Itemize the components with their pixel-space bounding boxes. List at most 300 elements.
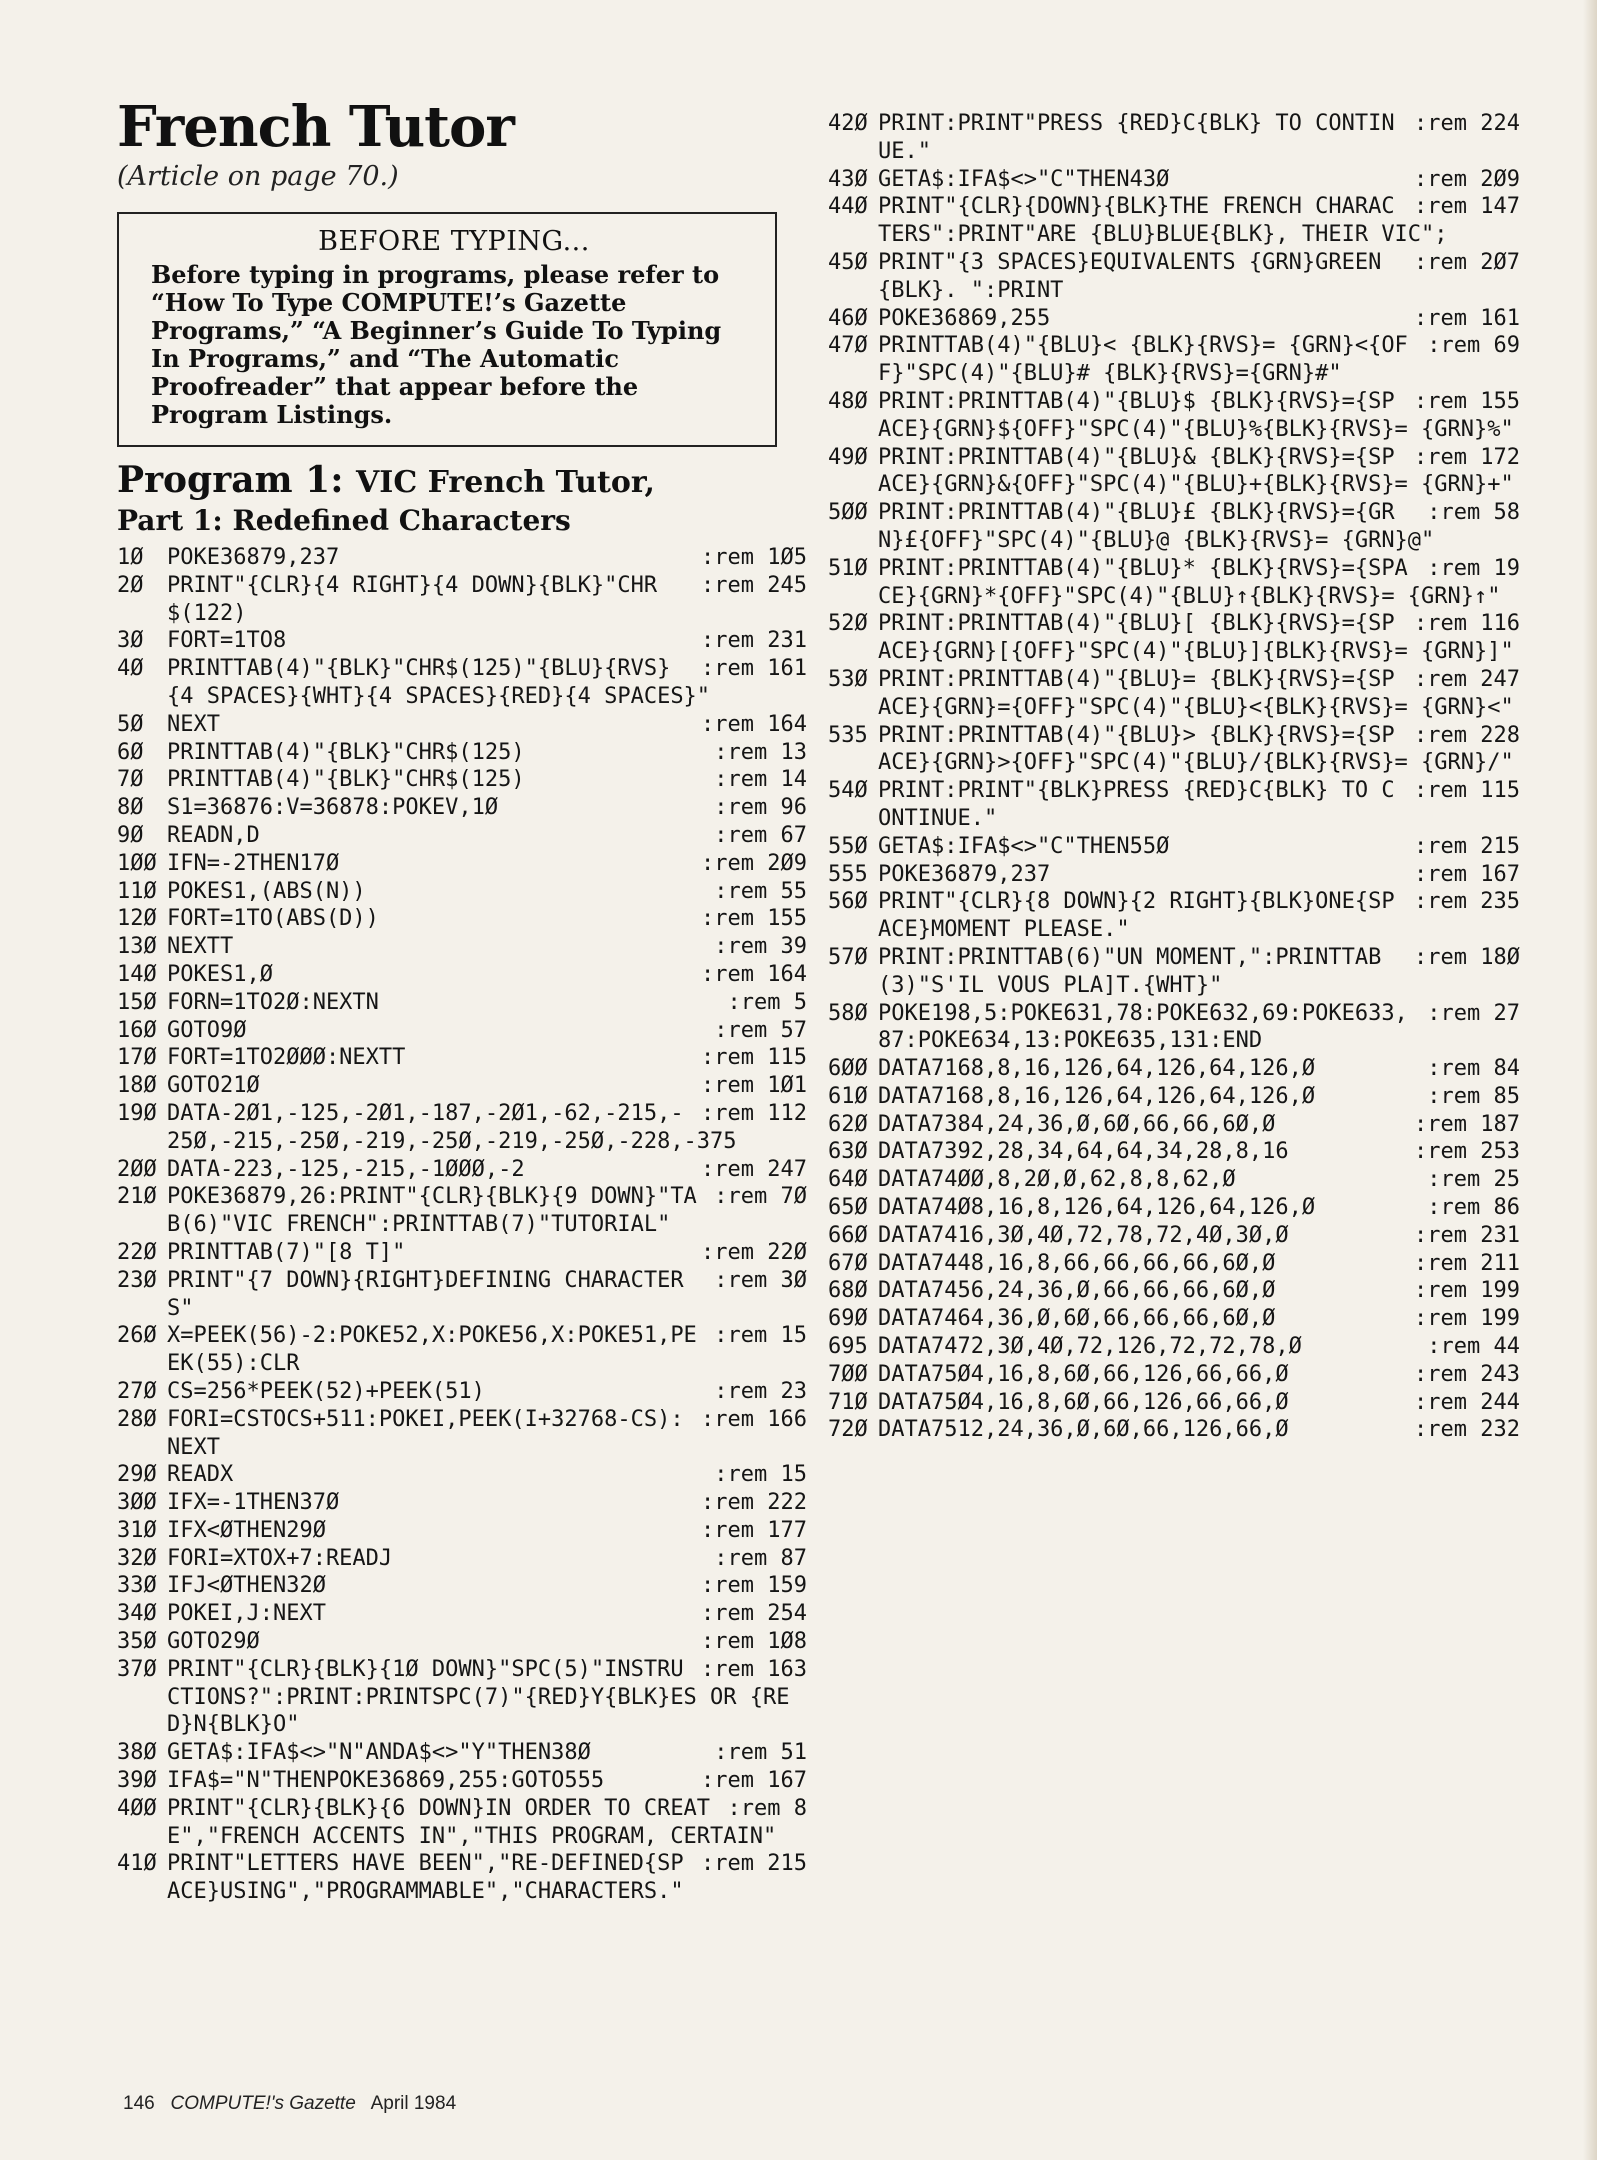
line-number: 4Ø — [117, 656, 144, 682]
line-number: 6Ø — [117, 739, 144, 765]
code-line — [828, 1111, 1520, 1139]
line-checksum: :rem 96 — [714, 795, 807, 821]
line-checksum: :rem 243 — [1414, 1361, 1520, 1387]
line-code — [167, 766, 807, 794]
line-code — [167, 1656, 807, 1739]
line-number: 51Ø — [828, 555, 868, 581]
line-checksum: :rem 167 — [1414, 861, 1520, 887]
line-code — [878, 1250, 1520, 1278]
code-line — [828, 388, 1520, 444]
line-code — [878, 610, 1520, 666]
article-title: French Tutor — [117, 94, 514, 160]
line-code — [167, 1545, 807, 1573]
line-number: 16Ø — [117, 1017, 157, 1043]
line-number: 44Ø — [828, 194, 868, 220]
line-number: 42Ø — [828, 111, 868, 136]
line-number: 23Ø — [117, 1267, 157, 1293]
line-text: POKE36879,237 — [878, 861, 1051, 887]
line-text: IFX<ØTHEN29Ø — [167, 1517, 326, 1543]
code-line — [117, 1572, 807, 1600]
before-typing-box — [117, 212, 777, 447]
line-code — [167, 905, 807, 933]
line-code — [167, 1017, 807, 1045]
line-text: PRINT:PRINTTAB(4)"{BLU}> {BLK}{RVS}={SPACE}{GRN}>{OFF}"SPC(4)"{BLU}/{BLK}{RVS}= {GRN}/" — [878, 722, 1514, 776]
line-text: DATA7464,36,Ø,6Ø,66,66,66,6Ø,Ø — [878, 1306, 1276, 1332]
line-text: GOTO21Ø — [167, 1073, 260, 1099]
line-number: 47Ø — [828, 333, 868, 359]
line-code — [167, 572, 807, 628]
line-text: DATA74ØØ,8,2Ø,Ø,62,8,8,62,Ø — [878, 1167, 1236, 1193]
code-line — [117, 822, 807, 850]
line-text: DATA7416,3Ø,4Ø,72,78,72,4Ø,3Ø,Ø — [878, 1222, 1289, 1248]
line-number: 66Ø — [828, 1222, 868, 1248]
line-code — [878, 888, 1520, 944]
code-line — [828, 1000, 1520, 1056]
line-text: IFJ<ØTHEN32Ø — [167, 1573, 326, 1599]
code-line — [828, 861, 1520, 889]
code-line — [828, 777, 1520, 833]
line-text: PRINT:PRINTTAB(4)"{BLU}* {BLK}{RVS}={SPACE}{GRN}*{OFF}"SPC(4)"{BLU}↑{BLK}{RVS}= {GRN}↑" — [878, 555, 1501, 609]
magazine-name: COMPUTE!'s Gazette — [170, 2093, 356, 2114]
line-number: 9Ø — [117, 822, 144, 848]
line-code — [878, 1416, 1520, 1444]
code-line — [117, 1767, 807, 1795]
line-checksum: :rem 8 — [727, 1795, 807, 1821]
line-checksum: :rem 112 — [701, 1100, 807, 1126]
line-code — [167, 1156, 807, 1184]
line-checksum: :rem 19 — [1427, 555, 1520, 581]
line-text: DATA74Ø8,16,8,126,64,126,64,126,Ø — [878, 1195, 1316, 1221]
line-checksum: :rem 235 — [1414, 889, 1520, 915]
line-text: POKE36879,26:PRINT"{CLR}{BLK}{9 DOWN}"TAB(6)"VIC FRENCH":PRINTTAB(7)"TUTORIAL" — [167, 1184, 697, 1238]
line-text: PRINT"{7 DOWN}{RIGHT}DEFINING CHARACTERS" — [167, 1267, 684, 1321]
line-checksum: :rem 231 — [1414, 1222, 1520, 1248]
line-number: 49Ø — [828, 444, 868, 470]
code-line — [117, 655, 807, 711]
left-column — [117, 96, 807, 1906]
line-code — [878, 1333, 1520, 1361]
line-checksum: :rem 39 — [714, 934, 807, 960]
line-text: NEXTT — [167, 934, 234, 960]
line-number: 58Ø — [828, 1000, 868, 1026]
line-checksum: :rem 172 — [1414, 444, 1520, 470]
code-line — [117, 961, 807, 989]
line-checksum: :rem 187 — [1414, 1111, 1520, 1137]
line-text: POKE36879,237 — [167, 545, 340, 570]
line-code — [878, 861, 1520, 889]
line-number: 3ØØ — [117, 1490, 157, 1516]
line-number: 7ØØ — [828, 1361, 868, 1387]
line-checksum: :rem 15 — [714, 1323, 807, 1349]
line-code — [167, 1739, 807, 1767]
line-checksum: :rem 247 — [1414, 666, 1520, 692]
line-text: GETA$:IFA$<>"C"THEN43Ø — [878, 166, 1170, 192]
line-code — [167, 1072, 807, 1100]
code-line — [117, 1795, 807, 1851]
line-checksum: :rem 13 — [714, 739, 807, 765]
code-line — [828, 499, 1520, 555]
line-number: 555 — [828, 861, 868, 887]
line-number: 29Ø — [117, 1462, 157, 1488]
line-number: 63Ø — [828, 1139, 868, 1165]
program-heading — [117, 459, 807, 538]
line-checksum: :rem 164 — [701, 961, 807, 987]
code-line — [828, 444, 1520, 500]
code-line — [117, 1489, 807, 1517]
code-line — [828, 332, 1520, 388]
code-line — [828, 1389, 1520, 1417]
line-number: 39Ø — [117, 1768, 157, 1794]
line-code — [878, 1000, 1520, 1056]
line-text: FORI=XTOX+7:READJ — [167, 1545, 393, 1571]
line-checksum: :rem 115 — [1414, 778, 1520, 804]
line-number: 33Ø — [117, 1573, 157, 1599]
code-line — [117, 1517, 807, 1545]
line-code — [167, 1267, 807, 1323]
line-number: 8Ø — [117, 795, 144, 821]
line-text: PRINT"{CLR}{DOWN}{BLK}THE FRENCH CHARACTERS":PRINT"ARE {BLU}BLUE{BLK}, THEIR VIC"; — [878, 194, 1448, 248]
line-text: PRINTTAB(4)"{BLK}"CHR$(125)"{BLU}{RVS}{4 SPACES}{WHT}{4 SPACES}{RED}{4 SPACES}" — [167, 656, 711, 709]
line-code — [167, 1100, 807, 1156]
line-code — [878, 249, 1520, 305]
before-typing-heading: BEFORE TYPING... — [318, 226, 590, 257]
code-line — [117, 1656, 807, 1739]
line-text: POKEI,J:NEXT — [167, 1601, 326, 1627]
line-number: 7Ø — [117, 767, 144, 793]
line-text: NEXT — [167, 711, 220, 737]
line-number: 57Ø — [828, 944, 868, 970]
line-code — [167, 1517, 807, 1545]
line-text: DATA7168,8,16,126,64,126,64,126,Ø — [878, 1083, 1316, 1109]
line-checksum: :rem 177 — [701, 1517, 807, 1543]
line-checksum: :rem 232 — [1414, 1417, 1520, 1443]
line-text: FORI=CSTOCS+511:POKEI,PEEK(I+32768-CS):NEXT — [167, 1406, 684, 1460]
line-code — [878, 110, 1520, 166]
code-line — [828, 1194, 1520, 1222]
right-column — [828, 110, 1520, 1444]
line-number: 22Ø — [117, 1239, 157, 1265]
page-edge-shadow — [1583, 0, 1597, 2160]
line-checksum: :rem 3Ø — [714, 1267, 807, 1293]
code-line — [117, 766, 807, 794]
line-text: PRINT"LETTERS HAVE BEEN","RE-DEFINED{SPACE}USING","PROGRAMMABLE","CHARACTERS." — [167, 1851, 684, 1905]
line-code — [878, 1277, 1520, 1305]
line-code — [878, 666, 1520, 722]
line-number: 43Ø — [828, 166, 868, 192]
line-number: 3Ø — [117, 628, 144, 654]
line-number: 54Ø — [828, 778, 868, 804]
line-code — [878, 332, 1520, 388]
line-code — [878, 166, 1520, 194]
line-code — [167, 850, 807, 878]
code-line — [828, 555, 1520, 611]
line-checksum: :rem 199 — [1414, 1278, 1520, 1304]
line-checksum: :rem 57 — [714, 1017, 807, 1043]
line-text: PRINT:PRINT"{BLK}PRESS {RED}C{BLK} TO CONTINUE." — [878, 778, 1395, 831]
line-checksum: :rem 199 — [1414, 1306, 1520, 1332]
line-code — [878, 1305, 1520, 1333]
line-checksum: :rem 115 — [701, 1045, 807, 1071]
line-checksum: :rem 254 — [701, 1601, 807, 1627]
line-number: 32Ø — [117, 1545, 157, 1571]
code-line — [117, 1267, 807, 1323]
line-code — [167, 627, 807, 655]
code-line — [828, 610, 1520, 666]
line-checksum: :rem 215 — [1414, 833, 1520, 859]
program-label: Program 1: — [117, 459, 344, 501]
line-number: 14Ø — [117, 961, 157, 987]
line-number: 52Ø — [828, 611, 868, 637]
code-line — [117, 1239, 807, 1267]
listing-left — [117, 544, 807, 1906]
line-code — [167, 1378, 807, 1406]
line-number: 4ØØ — [117, 1795, 157, 1821]
code-line — [117, 1545, 807, 1573]
line-code — [167, 1406, 807, 1462]
line-text: DATA7392,28,34,64,64,34,28,8,16 — [878, 1139, 1289, 1165]
line-text: PRINT:PRINTTAB(4)"{BLU}= {BLK}{RVS}={SPACE}{GRN}={OFF}"SPC(4)"{BLU}<{BLK}{RVS}= {GRN}<" — [878, 666, 1514, 720]
line-checksum: :rem 2Ø7 — [1414, 249, 1520, 275]
line-text: PRINT"{CLR}{4 RIGHT}{4 DOWN}{BLK}"CHR$(122) — [167, 572, 658, 626]
before-typing-body: Before typing in programs, please refer to “How To Type COMPUTE!’s Gazette Programs,” “A Beginner’s Guide To Typing In Programs,” and “The Automatic Proofreader” that appear before the Program Listings. — [151, 260, 722, 429]
line-checksum: :rem 55 — [714, 878, 807, 904]
line-text: DATA75Ø4,16,8,6Ø,66,126,66,66,Ø — [878, 1361, 1289, 1387]
line-number: 26Ø — [117, 1323, 157, 1349]
code-line — [117, 1044, 807, 1072]
code-line — [828, 305, 1520, 333]
line-code — [878, 1389, 1520, 1417]
line-checksum: :rem 51 — [714, 1740, 807, 1766]
line-checksum: :rem 222 — [701, 1490, 807, 1516]
line-number: 64Ø — [828, 1167, 868, 1193]
code-line — [828, 944, 1520, 1000]
line-code — [167, 1850, 807, 1906]
line-code — [167, 1461, 807, 1489]
line-checksum: :rem 84 — [1427, 1056, 1520, 1082]
line-text: PRINT"{CLR}{BLK}{6 DOWN}IN ORDER TO CREATE","FRENCH ACCENTS IN","THIS PROGRAM, CERTAIN" — [167, 1795, 777, 1849]
line-number: 17Ø — [117, 1045, 157, 1071]
code-line — [117, 544, 807, 572]
line-code — [878, 1361, 1520, 1389]
line-number: 2ØØ — [117, 1156, 157, 1182]
code-line — [828, 1333, 1520, 1361]
line-number: 67Ø — [828, 1250, 868, 1276]
line-text: DATA-2Ø1,-125,-2Ø1,-187,-2Ø1,-62,-215,-25Ø,-215,-25Ø,-219,-25Ø,-219,-25Ø,-228,-375 — [167, 1100, 737, 1154]
line-number: 31Ø — [117, 1517, 157, 1543]
line-code — [167, 1628, 807, 1656]
line-number: 1ØØ — [117, 850, 157, 876]
line-checksum: :rem 211 — [1414, 1250, 1520, 1276]
line-number: 11Ø — [117, 878, 157, 904]
line-number: 45Ø — [828, 249, 868, 275]
line-text: POKE198,5:POKE631,78:POKE632,69:POKE633,87:POKE634,13:POKE635,131:END — [878, 1000, 1408, 1054]
program-part: Part 1: Redefined Characters — [117, 504, 571, 537]
line-code — [167, 739, 807, 767]
code-line — [117, 794, 807, 822]
line-code — [878, 1138, 1520, 1166]
line-checksum: :rem 58 — [1427, 500, 1520, 526]
code-line — [828, 722, 1520, 778]
line-text: IFN=-2THEN17Ø — [167, 850, 340, 876]
code-line — [828, 1250, 1520, 1278]
line-code — [878, 1055, 1520, 1083]
code-line — [117, 878, 807, 906]
line-number: 48Ø — [828, 388, 868, 414]
code-line — [828, 1055, 1520, 1083]
line-checksum: :rem 155 — [1414, 388, 1520, 414]
line-text: DATA7384,24,36,Ø,6Ø,66,66,6Ø,Ø — [878, 1111, 1276, 1137]
line-checksum: :rem 215 — [701, 1851, 807, 1877]
line-checksum: :rem 164 — [701, 711, 807, 737]
line-number: 37Ø — [117, 1656, 157, 1682]
line-text: PRINTTAB(4)"{BLU}< {BLK}{RVS}= {GRN}<{OFF}"SPC(4)"{BLU}# {BLK}{RVS}={GRN}#" — [878, 333, 1408, 387]
line-text: READN,D — [167, 822, 260, 848]
line-text: PRINT"{CLR}{8 DOWN}{2 RIGHT}{BLK}ONE{SPACE}MOMENT PLEASE." — [878, 889, 1395, 943]
line-code — [167, 878, 807, 906]
issue-date: April 1984 — [370, 2093, 457, 2114]
code-line — [117, 989, 807, 1017]
line-code — [167, 655, 807, 711]
line-text: PRINT:PRINTTAB(4)"{BLU}& {BLK}{RVS}={SPACE}{GRN}&{OFF}"SPC(4)"{BLU}+{BLK}{RVS}= {GRN}+" — [878, 444, 1514, 498]
line-number: 28Ø — [117, 1406, 157, 1432]
line-checksum: :rem 1Ø5 — [701, 545, 807, 570]
code-line — [828, 1277, 1520, 1305]
line-number: 61Ø — [828, 1083, 868, 1109]
line-number: 15Ø — [117, 989, 157, 1015]
code-line — [117, 1322, 807, 1378]
line-number: 6ØØ — [828, 1056, 868, 1082]
line-number: 5ØØ — [828, 500, 868, 526]
line-checksum: :rem 224 — [1414, 111, 1520, 136]
line-checksum: :rem 86 — [1427, 1195, 1520, 1221]
line-checksum: :rem 7Ø — [714, 1184, 807, 1210]
code-line — [117, 850, 807, 878]
line-checksum: :rem 155 — [701, 906, 807, 932]
line-checksum: :rem 244 — [1414, 1389, 1520, 1415]
line-checksum: :rem 22Ø — [701, 1239, 807, 1265]
line-checksum: :rem 159 — [701, 1573, 807, 1599]
line-text: IFX=-1THEN37Ø — [167, 1490, 340, 1516]
line-code — [878, 499, 1520, 555]
line-number: 41Ø — [117, 1851, 157, 1877]
code-line — [117, 1183, 807, 1239]
line-checksum: :rem 167 — [701, 1768, 807, 1794]
line-number: 55Ø — [828, 833, 868, 859]
line-code — [167, 711, 807, 739]
line-text: GOTO9Ø — [167, 1017, 247, 1043]
program-name: VIC French Tutor, — [356, 465, 655, 500]
code-line — [117, 905, 807, 933]
line-code — [878, 193, 1520, 249]
code-line — [828, 193, 1520, 249]
line-text: PRINT:PRINTTAB(4)"{BLU}[ {BLK}{RVS}={SPACE}{GRN}[{OFF}"SPC(4)"{BLU}]{BLK}{RVS}= {GRN}]" — [878, 611, 1514, 665]
code-line — [117, 572, 807, 628]
line-number: 535 — [828, 722, 868, 748]
line-text: POKE36869,255 — [878, 305, 1051, 331]
line-number: 68Ø — [828, 1278, 868, 1304]
line-code — [878, 833, 1520, 861]
line-code — [167, 1183, 807, 1239]
code-line — [828, 1083, 1520, 1111]
line-text: IFA$="N"THENPOKE36869,255:GOTO555 — [167, 1768, 605, 1794]
line-code — [878, 555, 1520, 611]
line-text: FORT=1TO(ABS(D)) — [167, 906, 379, 932]
line-number: 1Ø — [117, 545, 144, 570]
line-text: GETA$:IFA$<>"C"THEN55Ø — [878, 833, 1170, 859]
line-checksum: :rem 247 — [701, 1156, 807, 1182]
line-number: 12Ø — [117, 906, 157, 932]
line-checksum: :rem 14 — [714, 767, 807, 793]
line-text: PRINT"{CLR}{BLK}{1Ø DOWN}"SPC(5)"INSTRUCTIONS?":PRINT:PRINTSPC(7)"{RED}Y{BLK}ES OR {RED}N{BLK}O" — [167, 1656, 790, 1738]
line-code — [167, 1767, 807, 1795]
line-checksum: :rem 253 — [1414, 1139, 1520, 1165]
line-text: PRINTTAB(4)"{BLK}"CHR$(125) — [167, 767, 525, 793]
line-text: PRINT:PRINTTAB(4)"{BLU}£ {BLK}{RVS}={GRN}£{OFF}"SPC(4)"{BLU}@ {BLK}{RVS}= {GRN}@" — [878, 500, 1435, 553]
line-text: PRINTTAB(7)"[8 T]" — [167, 1239, 406, 1265]
line-checksum: :rem 69 — [1427, 333, 1520, 359]
line-number: 19Ø — [117, 1100, 157, 1126]
code-line — [117, 1739, 807, 1767]
code-line — [828, 249, 1520, 305]
line-code — [167, 794, 807, 822]
code-line — [117, 1628, 807, 1656]
line-text: DATA7168,8,16,126,64,126,64,126,Ø — [878, 1056, 1316, 1082]
line-checksum: :rem 147 — [1414, 194, 1520, 220]
line-number: 71Ø — [828, 1389, 868, 1415]
code-line — [828, 166, 1520, 194]
line-checksum: :rem 245 — [701, 572, 807, 598]
code-line — [117, 739, 807, 767]
line-text: READX — [167, 1462, 234, 1488]
line-text: PRINTTAB(4)"{BLK}"CHR$(125) — [167, 739, 525, 765]
line-text: DATA7456,24,36,Ø,66,66,66,6Ø,Ø — [878, 1278, 1276, 1304]
code-line — [117, 1850, 807, 1906]
line-text: POKES1,(ABS(N)) — [167, 878, 366, 904]
code-line — [828, 1416, 1520, 1444]
line-checksum: :rem 25 — [1427, 1167, 1520, 1193]
line-code — [878, 1222, 1520, 1250]
line-code — [167, 1044, 807, 1072]
line-code — [878, 1111, 1520, 1139]
line-code — [167, 1572, 807, 1600]
line-checksum: :rem 116 — [1414, 611, 1520, 637]
line-number: 695 — [828, 1334, 868, 1360]
page-footer — [123, 2093, 456, 2115]
code-line — [828, 888, 1520, 944]
line-checksum: :rem 2Ø9 — [701, 850, 807, 876]
line-text: POKES1,Ø — [167, 961, 273, 987]
line-text: PRINT:PRINT"PRESS {RED}C{BLK} TO CONTINUE." — [878, 111, 1395, 164]
line-checksum: :rem 85 — [1427, 1083, 1520, 1109]
line-checksum: :rem 231 — [701, 628, 807, 654]
line-checksum: :rem 44 — [1427, 1334, 1520, 1360]
line-code — [167, 1795, 807, 1851]
code-line — [828, 1222, 1520, 1250]
article-subtitle: (Article on page 70.) — [117, 161, 399, 192]
line-number: 35Ø — [117, 1629, 157, 1655]
code-line — [828, 833, 1520, 861]
line-number: 5Ø — [117, 711, 144, 737]
line-text: FORT=1TO2ØØØ:NEXTT — [167, 1045, 406, 1071]
line-text: PRINT"{3 SPACES}EQUIVALENTS {GRN}GREEN{BLK}. ":PRINT — [878, 249, 1382, 303]
code-line — [117, 1600, 807, 1628]
code-line — [828, 1166, 1520, 1194]
line-text: PRINT:PRINTTAB(4)"{BLU}$ {BLK}{RVS}={SPACE}{GRN}${OFF}"SPC(4)"{BLU}%{BLK}{RVS}= {GRN}%" — [878, 388, 1514, 442]
line-code — [878, 388, 1520, 444]
line-code — [878, 722, 1520, 778]
code-line — [117, 627, 807, 655]
line-text: X=PEEK(56)-2:POKE52,X:POKE56,X:POKE51,PEEK(55):CLR — [167, 1323, 697, 1377]
